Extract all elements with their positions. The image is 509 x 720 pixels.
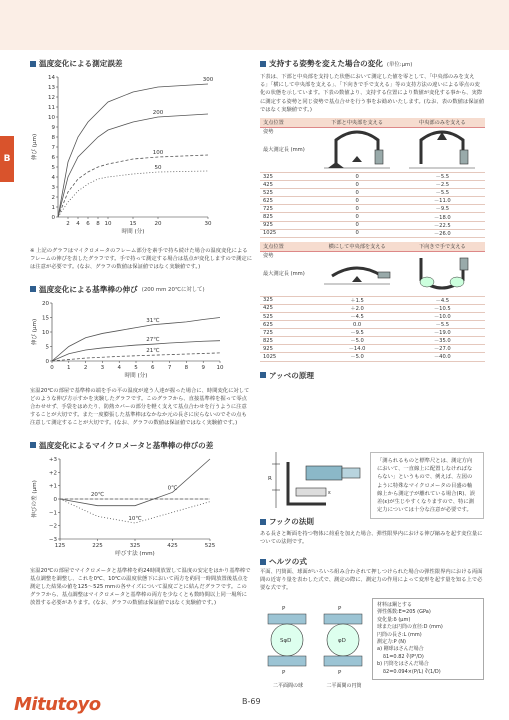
- table-row: [260, 353, 485, 361]
- table-cell: －14.0: [314, 345, 399, 353]
- pose-diagram: [314, 128, 399, 173]
- table-cell: －2.5: [400, 181, 485, 189]
- x-axis-label: 時間 (分): [121, 229, 145, 235]
- pose-diagram: [314, 251, 399, 296]
- sec3-text: 室温20℃の部屋でマイクロメータと基準棒を約24時間放置して温度の安定をはかり基準棒で基点調整を調整し、これを0℃、10℃の温度状態下において両方を約同一時間放置後基点を測定した結果の値を125〜525 mmの各サイズについて温度ごとに結んだグラフです。このグラフから、基点調整はマイクロメータと基準棒の両方を少なくとも数時間以上同一場所に放置する必要があります。(なお、グラフの数値は保証値ではなく実験値です。): [30, 567, 251, 607]
- y-tick-label: 8: [51, 135, 55, 141]
- y-tick-label: 2: [51, 195, 55, 201]
- y-axis-label: 伸びの差 (μm): [32, 479, 38, 518]
- series-line: [52, 352, 220, 360]
- x-tick-label: 20: [154, 221, 162, 227]
- table-row: [260, 173, 485, 181]
- table-row: [260, 213, 485, 221]
- hertz-cylinder-diagram: [318, 604, 370, 682]
- support-table-1: [260, 118, 485, 238]
- square-bullet-icon: [30, 442, 36, 448]
- section-tab-label: B: [3, 154, 11, 164]
- series-label: 0℃: [167, 484, 178, 491]
- x-tick-label: 2: [66, 221, 70, 227]
- table-cell: ＋2.0: [314, 304, 399, 312]
- x-tick-label: 125: [54, 542, 66, 549]
- abbe-principle-diagram: [266, 442, 366, 514]
- y-tick-label: 11: [48, 105, 55, 111]
- size-label: 最大測定長 (mm): [263, 147, 305, 154]
- table-cell: －5.5: [400, 321, 485, 329]
- table-row: [260, 337, 485, 345]
- table-header: 下部と中央部を支える: [314, 118, 399, 128]
- y-tick-label: +2: [48, 469, 57, 476]
- y-tick-label: 15: [42, 315, 49, 322]
- series-label: 10℃: [128, 515, 142, 522]
- pose-diagram: [400, 251, 485, 296]
- table-cell: －18.0: [400, 213, 485, 221]
- table-cell: 625: [260, 321, 314, 329]
- x-tick-label: 0: [50, 364, 54, 371]
- abbe-description-box: 「測られるものと標準尺とは、測定方向において、一直線上に配置しなければならない」というもので、例えば、左図のように特殊なマイクロメータの目盛の軸線上から測定子が離れている場合(R)、誤差(ε)が生じやすくなりますので、特に測定力については十分な注意が必要です。: [370, 452, 484, 519]
- table-cell: －5.0: [314, 353, 399, 361]
- series-label: 50: [154, 165, 162, 171]
- x-tick-label: 10: [216, 364, 224, 371]
- table-cell: －10.0: [400, 312, 485, 320]
- series-label: 200: [152, 110, 164, 116]
- table-cell: 0: [314, 221, 399, 229]
- table-cell: －5.5: [400, 173, 485, 181]
- series-line: [58, 84, 208, 217]
- table-cell: 1025: [260, 229, 314, 237]
- x-tick-label: 3: [100, 364, 105, 371]
- y-tick-label: 20: [42, 300, 49, 307]
- x-tick-label: 7: [167, 364, 172, 371]
- table-cell: －19.0: [400, 329, 485, 337]
- table-cell: －5.0: [314, 337, 399, 345]
- table-cell: 0: [314, 173, 399, 181]
- table-cell: 0: [314, 197, 399, 205]
- table-row: [260, 197, 485, 205]
- sec1-title: 温度変化による測定誤差: [30, 58, 252, 69]
- table-row: [260, 296, 485, 304]
- sec2-title: 温度変化による基準棒の伸び (200 mm 20℃に対して): [30, 284, 252, 295]
- table-cell: ＋1.5: [314, 296, 399, 304]
- x-tick-label: 525: [204, 542, 216, 549]
- y-tick-label: 13: [48, 85, 55, 91]
- sec6-text: ある長さと断面を持つ物体に荷重を加えた場合、弾性限界内における伸び縮みを起す変位量についての法則です。: [260, 531, 483, 546]
- caption-cylinder: 二平面間の円筒: [326, 683, 362, 689]
- y-tick-label: 0: [51, 215, 55, 221]
- x-tick-label: 4: [117, 364, 121, 371]
- x-tick-label: 325: [129, 542, 141, 549]
- table-row: [260, 321, 485, 329]
- y-tick-label: −2: [48, 523, 57, 530]
- table-cell: －5.5: [400, 189, 485, 197]
- y-tick-label: 14: [48, 75, 55, 81]
- table-cell: 425: [260, 181, 314, 189]
- table-header: 横にして中央部を支える: [314, 242, 399, 252]
- y-tick-label: 12: [48, 95, 55, 101]
- table-cell: 925: [260, 345, 314, 353]
- table-cell: －11.0: [400, 197, 485, 205]
- square-bullet-icon: [260, 519, 266, 525]
- table-cell: －4.5: [314, 312, 399, 320]
- hertz-formula-box: 材料は鋼とする 弾性係数:E=205 (GPa) 変化量:δ (μm) 球または円筒の直径:D (mm) 円筒の長さ:L (mm) 測定力:P (N) a) 剛球はさんだ場合 δ1=0.82 ∛(P²/D) b) 円筒をはさんだ場合 δ2=0.094×(P/L) ∛(1/D): [372, 598, 484, 680]
- y-tick-label: 0: [53, 496, 57, 503]
- page-number: B-69: [242, 697, 261, 706]
- table-cell: 325: [260, 173, 314, 181]
- x-tick-label: 9: [201, 364, 205, 371]
- x-tick-label: 2: [83, 364, 88, 371]
- table-row: [260, 345, 485, 353]
- table-cell: 525: [260, 189, 314, 197]
- table-header: 下向きで手で支える: [400, 242, 485, 252]
- y-axis-label: 伸び (μm): [32, 318, 38, 345]
- table-cell: 0: [314, 213, 399, 221]
- x-tick-label: 30: [204, 221, 212, 227]
- support-table-2: [260, 242, 485, 362]
- table-cell: 925: [260, 221, 314, 229]
- table-cell: 325: [260, 296, 314, 304]
- table-cell: 0: [314, 189, 399, 197]
- svg-text:P: P: [282, 670, 286, 676]
- table-row: [260, 329, 485, 337]
- right-column: [260, 58, 485, 385]
- series-line: [52, 340, 220, 360]
- series-line: [58, 155, 208, 217]
- series-label: 100: [152, 150, 164, 156]
- pose-label: 姿勢: [263, 129, 274, 136]
- x-tick-label: 4: [76, 221, 80, 227]
- y-tick-label: 6: [51, 155, 55, 161]
- series-label: 31℃: [146, 317, 160, 324]
- x-axis-label: 呼びす法 (mm): [115, 550, 155, 557]
- y-tick-label: 4: [51, 175, 55, 181]
- micrometer-supported-center-icon: [407, 128, 477, 170]
- y-tick-label: +3: [48, 456, 57, 463]
- series-label: 20℃: [90, 491, 105, 498]
- table-row: [260, 312, 485, 320]
- pose-diagram: [400, 128, 485, 173]
- svg-text:P: P: [338, 606, 342, 612]
- label-epsilon: ε: [328, 490, 331, 496]
- sec4-text: 下表は、下部と中央部を支持した状態において測定した値を零として、「中央部のみを支える」「横にして中央部を支える」、「下向きで手で支える」等の支持方法の違いによる零点の変化の状態を示しています。下表の数値より、支持する位置により数値が変化する事から、実際に測定する姿勢と同じ姿勢で基点合せを行う事をお勧めいたします。(なお、表の数値は保証値ではなく実験値です。): [260, 74, 485, 113]
- left-column: [30, 58, 252, 608]
- table-cell: 425: [260, 304, 314, 312]
- series-label: 27℃: [146, 336, 160, 343]
- x-tick-label: 6: [151, 364, 155, 371]
- y-axis-label: 伸び (μm): [32, 133, 38, 161]
- pose-label: 姿勢: [263, 252, 274, 259]
- table-cell: －22.5: [400, 221, 485, 229]
- table-header: 中央部のみを支える: [400, 118, 485, 128]
- y-tick-label: 5: [51, 165, 55, 171]
- y-tick-label: 10: [48, 115, 55, 121]
- sec5-title: アッベの原理: [260, 370, 485, 381]
- chart-expansion-difference: [30, 455, 252, 563]
- table-cell: －40.0: [400, 353, 485, 361]
- series-line: [58, 114, 208, 217]
- table-cell: 725: [260, 329, 314, 337]
- table-row: [260, 205, 485, 213]
- caption-sphere: 二平面間の球: [272, 683, 303, 689]
- section-tab[interactable]: [0, 136, 14, 182]
- x-tick-label: 425: [167, 542, 178, 549]
- size-label: 最大測定長 (mm): [263, 270, 305, 277]
- table-cell: 0.0: [314, 321, 399, 329]
- sec2-text: 室温20℃の部屋で基準棒の端を手の平の温度が違う人達が握った場合に、時間変化に対してどのような伸び方示すかを実験したグラフです。このグラフから、直接基準棒を握って零点合わせせず、手袋をはめたり、防熱カバーの部分を軽く支えて基点合わせを行うように注意することが大切です。また一度膨張した基準棒はなかなか元の長さに戻らないのでその点も注意して測定することが大切です。(なお、グラフの数値は保証値ではなく実験値です。): [30, 387, 250, 427]
- square-bullet-icon: [260, 559, 266, 565]
- table-cell: －26.0: [400, 229, 485, 237]
- chart-gauge-bar-expansion: [30, 299, 252, 383]
- table-cell: 1025: [260, 353, 314, 361]
- micrometer-sideways-icon: [322, 252, 392, 294]
- y-tick-label: 1: [51, 205, 55, 211]
- y-tick-label: −3: [48, 536, 57, 543]
- series-label: 300: [202, 77, 214, 83]
- table-row: [260, 304, 485, 312]
- x-tick-label: 6: [86, 221, 90, 227]
- table-cell: 0: [314, 229, 399, 237]
- table-header: 支点位置: [260, 118, 314, 128]
- table-cell: 525: [260, 312, 314, 320]
- table-row: [260, 229, 485, 237]
- table-cell: －9.5: [400, 205, 485, 213]
- y-tick-label: 3: [51, 185, 55, 191]
- svg-text:SφD: SφD: [280, 638, 292, 644]
- table-row: [260, 221, 485, 229]
- table-cell: －27.0: [400, 345, 485, 353]
- sec7-text: 平面、円筒面、球面がいろいろ組み合わされて押しつけられた場合の弾性限界内における両面間の近寄り量を表わした式で、測定の際に、測定力の作用によって変形を起す量を知る上で必要な式です。: [260, 569, 483, 592]
- sec7-title: ヘルツの式: [260, 556, 307, 567]
- sec3-title: 温度変化によるマイクロメータと基準棒の伸びの差: [30, 440, 252, 451]
- sec4-title: 支持する姿勢を変えた場合の変化 (単位:μm): [260, 58, 485, 69]
- svg-text:P: P: [282, 606, 286, 612]
- table-cell: 0: [314, 181, 399, 189]
- table-cell: －9.5: [314, 329, 399, 337]
- sec1-note: ※ 上記のグラフはマイクロメータのフレーム部分を素手で持ち続けた場合の温度変化によるフレームの伸びを表したグラフです。手で持って測定する場合は基点が変化しますので測定には注意が必要です。(なお、グラフの数値は保証値ではなく実験値です。): [30, 248, 252, 271]
- table-cell: －4.5: [400, 296, 485, 304]
- square-bullet-icon: [30, 61, 36, 67]
- table-cell: 725: [260, 205, 314, 213]
- table-cell: 0: [314, 205, 399, 213]
- label-r: R: [268, 476, 272, 482]
- y-tick-label: 5: [45, 344, 49, 351]
- hertz-sphere-diagram: [262, 604, 314, 682]
- x-tick-label: 8: [96, 221, 100, 227]
- y-tick-label: +1: [48, 483, 57, 490]
- square-bullet-icon: [30, 286, 36, 292]
- micrometer-downward-hand-icon: [407, 252, 477, 294]
- y-tick-label: −1: [48, 509, 57, 516]
- brand-logo: Mitutoyo: [14, 694, 101, 715]
- table-cell: 625: [260, 197, 314, 205]
- x-tick-label: 8: [184, 364, 189, 371]
- x-tick-label: 10: [104, 221, 112, 227]
- x-tick-label: 15: [129, 221, 137, 227]
- table-cell: 825: [260, 213, 314, 221]
- chart-measurement-error: [30, 73, 252, 243]
- table-cell: －10.5: [400, 304, 485, 312]
- sec6-title: フックの法則: [260, 516, 314, 527]
- x-axis-label: 時間 (分): [124, 372, 148, 379]
- table-cell: －35.0: [400, 337, 485, 345]
- square-bullet-icon: [260, 372, 266, 378]
- y-tick-label: 7: [51, 145, 55, 151]
- series-line: [58, 171, 208, 217]
- micrometer-supported-bottom-center-icon: [322, 128, 392, 170]
- x-tick-label: 5: [134, 364, 138, 371]
- x-tick-label: 1: [67, 364, 71, 371]
- table-row: [260, 189, 485, 197]
- svg-text:P: P: [338, 670, 342, 676]
- series-line: [52, 317, 220, 361]
- table-cell: 825: [260, 337, 314, 345]
- table-row: [260, 181, 485, 189]
- x-tick-label: 225: [92, 542, 103, 549]
- header-band: [0, 0, 509, 50]
- series-label: 21℃: [146, 347, 160, 354]
- table-header: 支点位置: [260, 242, 314, 252]
- y-tick-label: 0: [45, 358, 49, 365]
- y-tick-label: 10: [42, 329, 49, 336]
- square-bullet-icon: [260, 61, 266, 67]
- svg-text:φD: φD: [338, 638, 346, 644]
- y-tick-label: 9: [51, 125, 55, 131]
